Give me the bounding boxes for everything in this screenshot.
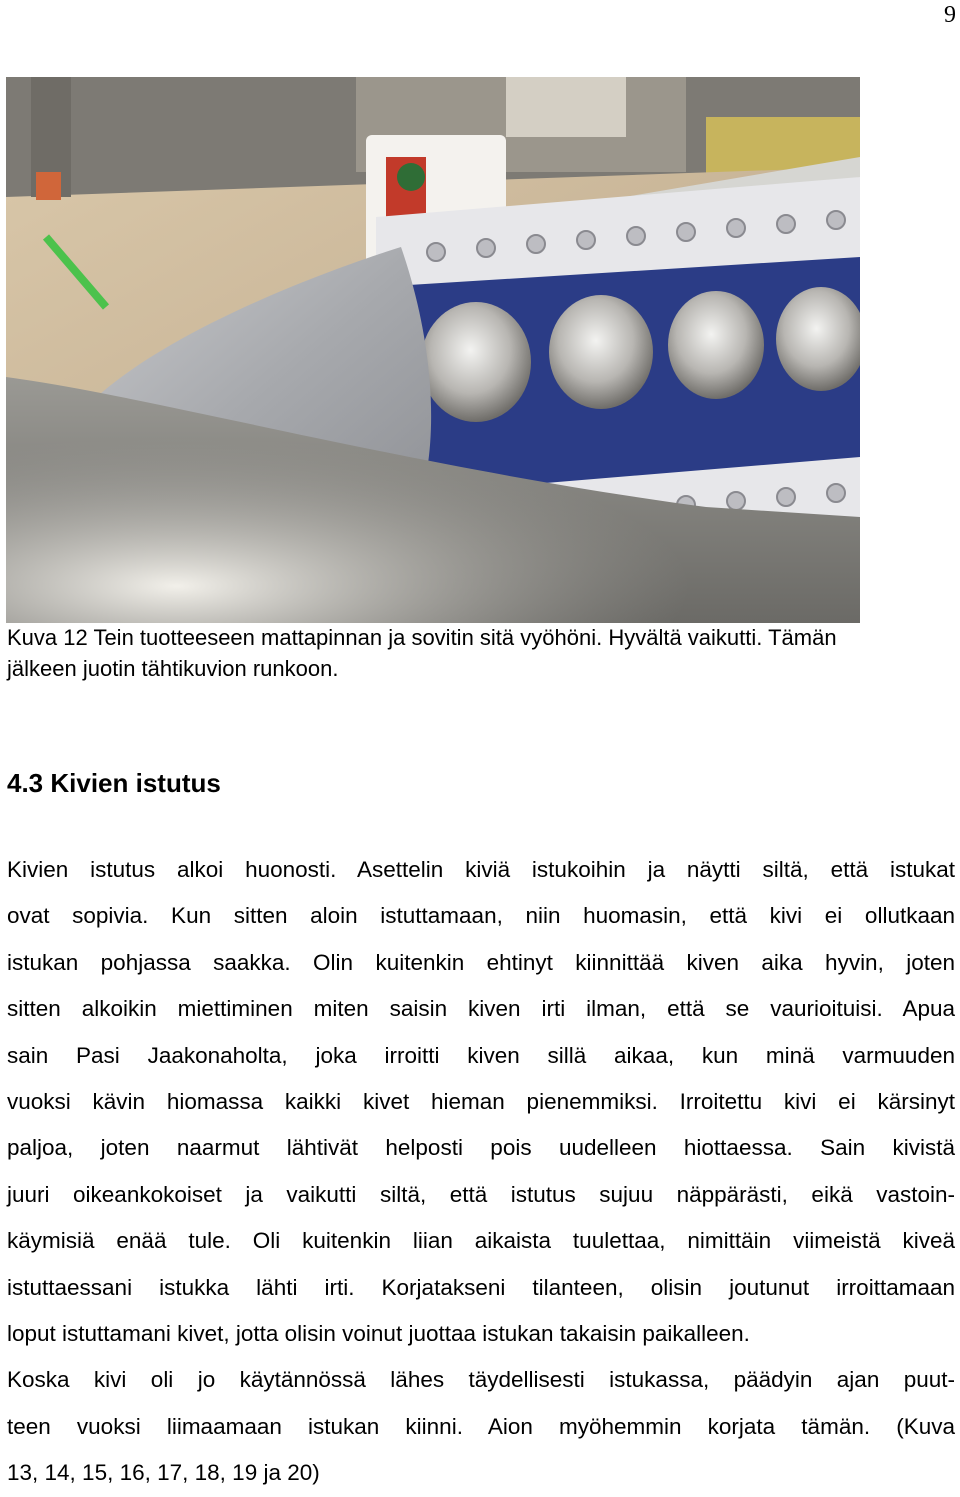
body-line: sitten alkoikin miettiminen miten saisin kiven irti ilman, että se vaurioituisi. Apua (7, 996, 955, 1022)
body-line: Koska kivi oli jo käytännössä lähes täydellisesti istukassa, päädyin ajan puut- (7, 1367, 955, 1393)
body-line: Kivien istutus alkoi huonosti. Asettelin kiviä istukoihin ja näytti siltä, että istukat (7, 857, 955, 882)
caption-line: jälkeen juotin tähtikuvion runkoon. (7, 656, 339, 681)
caption-line: Kuva 12 Tein tuotteeseen mattapinnan ja sovitin sitä vyöhöni. Hyvältä vaikutti. Tämän (7, 625, 837, 650)
body-line: teen vuoksi liimaamaan istukan kiinni. Aion myöhemmin korjata tämän. (Kuva (7, 1413, 955, 1439)
body-line: sain Pasi Jaakonaholta, joka irroitti kiven sillä aikaa, kun minä varmuuden (7, 1042, 955, 1068)
body-line: ovat sopivia. Kun sitten aloin istuttamaan, niin huomasin, että kivi ei ollutkaan (7, 903, 955, 929)
body-line: käymisiä enää tule. Oli kuitenkin liian aikaista tuulettaa, nimittäin viimeistä kiveä (7, 1228, 955, 1254)
body-line: juuri oikeankokoiset ja vaikutti siltä, että istutus sujuu näppärästi, eikä vastoin- (7, 1181, 955, 1207)
section-heading: 4.3 Kivien istutus (7, 768, 221, 798)
page-number: 9 (944, 2, 956, 28)
figure-caption (7, 622, 952, 684)
body-line: vuoksi kävin hiomassa kaikki kivet hieman pienemmiksi. Irroitettu kivi ei kärsinyt (7, 1089, 955, 1115)
body-line: istukan pohjassa saakka. Olin kuitenkin ehtinyt kiinnittää kiven aika hyvin, joten (7, 949, 955, 975)
belt-photo (6, 77, 860, 623)
body-line: 13, 14, 15, 16, 17, 18, 19 ja 20) (7, 1460, 320, 1486)
body-line: loput istuttamani kivet, jotta olisin voinut juottaa istukan takaisin paikalleen. (7, 1321, 750, 1347)
body-line: istuttaessani istukka lähti irti. Korjatakseni tilanteen, olisin joutunut irroittamaan (7, 1274, 955, 1300)
body-line: paljoa, joten naarmut lähtivät helposti pois uudelleen hiottaessa. Sain kivistä (7, 1135, 955, 1161)
section-body (7, 847, 955, 1497)
